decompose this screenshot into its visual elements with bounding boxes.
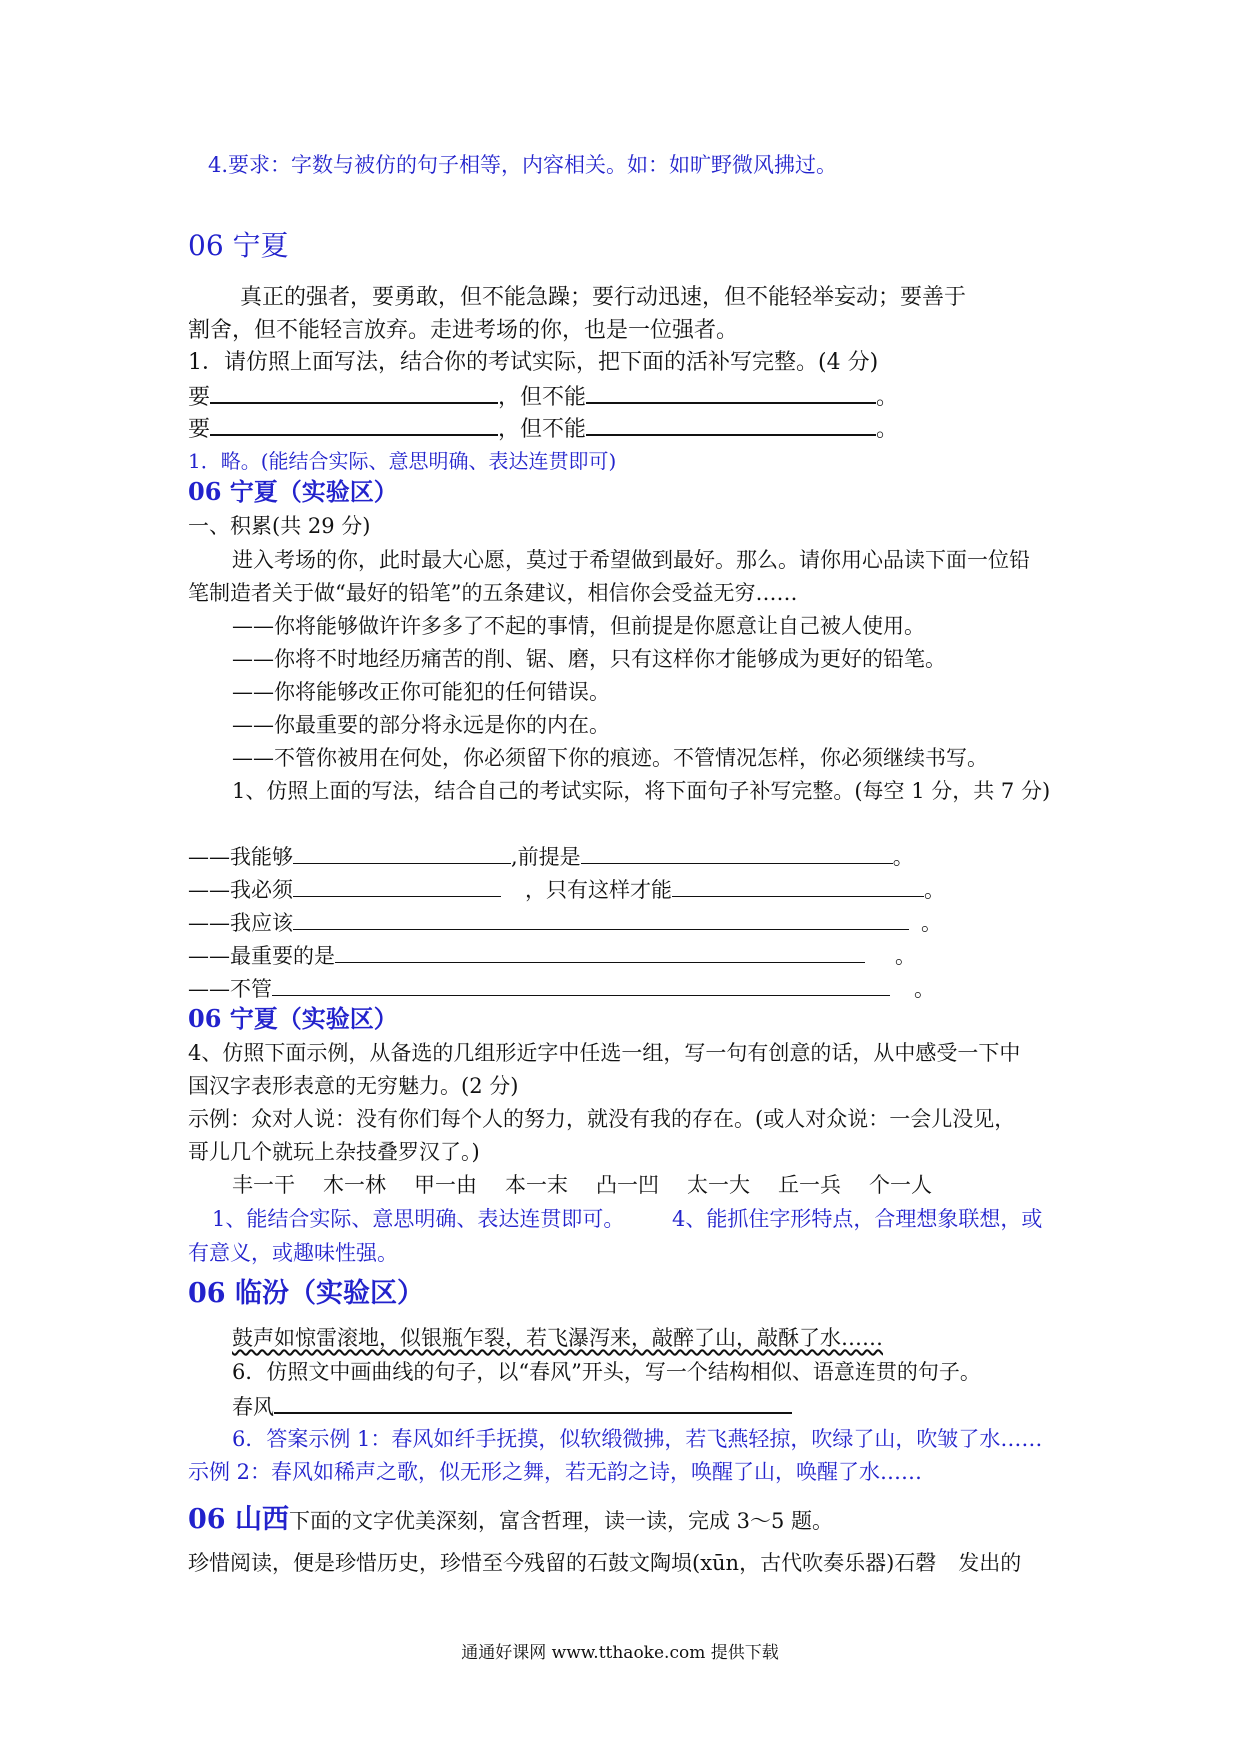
fill-lead: ——不管: [188, 977, 272, 1001]
fill-lead: 春风: [232, 1395, 274, 1419]
answer-blank[interactable]: [293, 841, 511, 864]
fill-lead: ——我能够: [188, 845, 293, 869]
section-heading-ningxia-exp-2: 06 宁夏（实验区）: [188, 1004, 398, 1033]
s2-tip: ——你将能够做许许多多了不起的事情，但前提是你愿意让自己被人使用。: [232, 614, 925, 638]
s1-paragraph-line1: 真正的强者，要勇敢，但不能急躁；要行动迅速，但不能轻举妄动；要善于: [240, 285, 967, 310]
s5-paragraph-b: 发出的: [958, 1551, 1022, 1575]
s2-tip: ——你最重要的部分将永远是你的内在。: [232, 713, 610, 737]
char-pair: 丰一干: [232, 1173, 295, 1197]
fill-lead: ——我必须: [188, 878, 293, 902]
fill-lead: ——最重要的是: [188, 944, 335, 968]
answer-blank[interactable]: [210, 412, 498, 436]
s4-question: 6．仿照文中画曲线的句子，以“春风”开头，写一个结构相似、语意连贯的句子。: [232, 1360, 981, 1384]
s3-example-line2: 哥儿几个就玩上杂技叠罗汉了。): [188, 1140, 480, 1164]
s1-question: 1．请仿照上面写法，结合你的考试实际，把下面的活补写完整。(4 分): [188, 350, 879, 375]
fill-mid: ，只有这样才能: [525, 878, 672, 902]
fill-prefix: 要: [188, 385, 211, 410]
s3-answer-2: 4、能抓住字形特点，合理想象联想，或: [672, 1207, 1043, 1231]
top-note: 4.要求：字数与被仿的句子相等，内容相关。如：如旷野微风拂过。: [208, 153, 838, 177]
char-pair: 太一大: [687, 1173, 750, 1197]
page-footer: 通通好课网 www.tthaoke.com 提供下载: [461, 1643, 779, 1663]
s3-answer-1: 1、能结合实际、意思明确、表达连贯即可。: [212, 1207, 625, 1231]
char-pair: 本一末: [505, 1173, 568, 1197]
s4-fill-line: [232, 1390, 792, 1422]
s1-answer: 1．略。(能结合实际、意思明确、表达连贯即可): [188, 449, 617, 473]
s1-fill-line-2: [188, 412, 898, 445]
s2-paragraph-line1: 进入考场的你，此时最大心愿，莫过于希望做到最好。那么。请你用心品读下面一位铅: [232, 548, 1030, 572]
s4-wavy-sentence: 鼓声如惊雷滚地，似银瓶乍裂，若飞瀑泻来，敲醉了山，敲酥了水……: [232, 1326, 883, 1350]
s2-tip: ——你将不时地经历痛苦的削、锯、磨，只有这样你才能够成为更好的铅笔。: [232, 647, 946, 671]
fill-end: 。: [921, 911, 942, 935]
s5-paragraph-a: 珍惜阅读，便是珍惜历史，珍惜至今残留的石鼓文陶埙(xūn，古代吹奏乐器)石磬: [188, 1551, 937, 1575]
fill-prefix: 要: [188, 417, 211, 442]
fill-end: 。: [895, 944, 916, 968]
fill-mid: ，但不能: [498, 385, 587, 410]
s2-fill-line-1: [188, 841, 914, 872]
s2-question: 1、仿照上面的写法，结合自己的考试实际，将下面句子补写完整。(每空 1 分，共 7 分): [232, 779, 1051, 803]
section-heading-shanxi: 06 山西: [188, 1504, 289, 1535]
s1-paragraph-line2: 割舍，但不能轻言放弃。走进考场的你，也是一位强者。: [188, 318, 739, 343]
s2-paragraph-line2: 笔制造者关于做“最好的铅笔”的五条建议，相信你会受益无穷……: [188, 581, 798, 605]
s2-tip: ——你将能够改正你可能犯的任何错误。: [232, 680, 610, 704]
s2-fill-line-3: [188, 907, 942, 938]
answer-blank[interactable]: [335, 940, 865, 963]
answer-blank[interactable]: [586, 412, 876, 436]
char-pair: 个一人: [869, 1173, 932, 1197]
answer-blank[interactable]: [293, 874, 501, 897]
section-heading-linfen: 06 临汾（实验区）: [188, 1278, 424, 1309]
s3-example-line1: 示例：众对人说：没有你们每个人的努力，就没有我的存在。(或人对众说：一会儿没见，: [188, 1107, 1016, 1131]
fill-end: 。: [876, 417, 899, 442]
s4-answer-1: 6．答案示例 1：春风如纤手抚摸，似软缎微拂，若飞燕轻掠，吹绿了山，吹皱了水……: [232, 1427, 1043, 1451]
fill-mid: ,前提是: [511, 845, 581, 869]
fill-end: 。: [892, 845, 914, 869]
s2-fill-line-2: [188, 874, 945, 905]
s2-tip: ——不管你被用在何处，你必须留下你的痕迹。不管情况怎样，你必须继续书写。: [232, 746, 988, 770]
s4-answer-2: 示例 2：春风如稀声之歌，似无形之舞，若无韵之诗，唤醒了山，唤醒了水……: [188, 1460, 923, 1484]
s3-char-pairs: [232, 1170, 932, 1200]
fill-end: 。: [876, 385, 899, 410]
s2-fill-line-4: [188, 940, 916, 971]
answer-blank[interactable]: [293, 907, 909, 930]
s3-question-line1: 4、仿照下面示例，从备选的几组形近字中任选一组，写一句有创意的话，从中感受一下中: [188, 1041, 1021, 1065]
s5-paragraph-line: [188, 1548, 1021, 1578]
char-pair: 木一林: [323, 1173, 386, 1197]
s2-fill-line-5: [188, 973, 935, 1004]
s5-intro: 下面的文字优美深刻，富含哲理，读一读，完成 3～5 题。: [288, 1509, 834, 1533]
answer-blank[interactable]: [210, 380, 498, 404]
fill-end: 。: [924, 878, 945, 902]
answer-blank[interactable]: [672, 874, 924, 897]
s3-answer-3: 有意义，或趣味性强。: [188, 1241, 398, 1265]
fill-mid: ，但不能: [498, 417, 587, 442]
s5-heading-line: [188, 1502, 833, 1539]
fill-lead: ——我应该: [188, 911, 293, 935]
fill-end: 。: [914, 977, 935, 1001]
answer-blank[interactable]: [581, 841, 893, 864]
char-pair: 丘一兵: [778, 1173, 841, 1197]
char-pair: 凸一凹: [596, 1173, 659, 1197]
char-pair: 甲一由: [414, 1173, 477, 1197]
section-heading-ningxia: 06 宁夏: [188, 229, 289, 262]
s3-question-line2: 国汉字表形表意的无穷魅力。(2 分): [188, 1074, 519, 1098]
answer-blank[interactable]: [272, 973, 890, 996]
answer-blank[interactable]: [586, 380, 876, 404]
s1-fill-line-1: [188, 380, 898, 413]
s2-part-title: 一、积累(共 29 分): [188, 514, 371, 538]
section-heading-ningxia-exp: 06 宁夏（实验区）: [188, 477, 398, 506]
answer-blank[interactable]: [274, 1390, 792, 1414]
